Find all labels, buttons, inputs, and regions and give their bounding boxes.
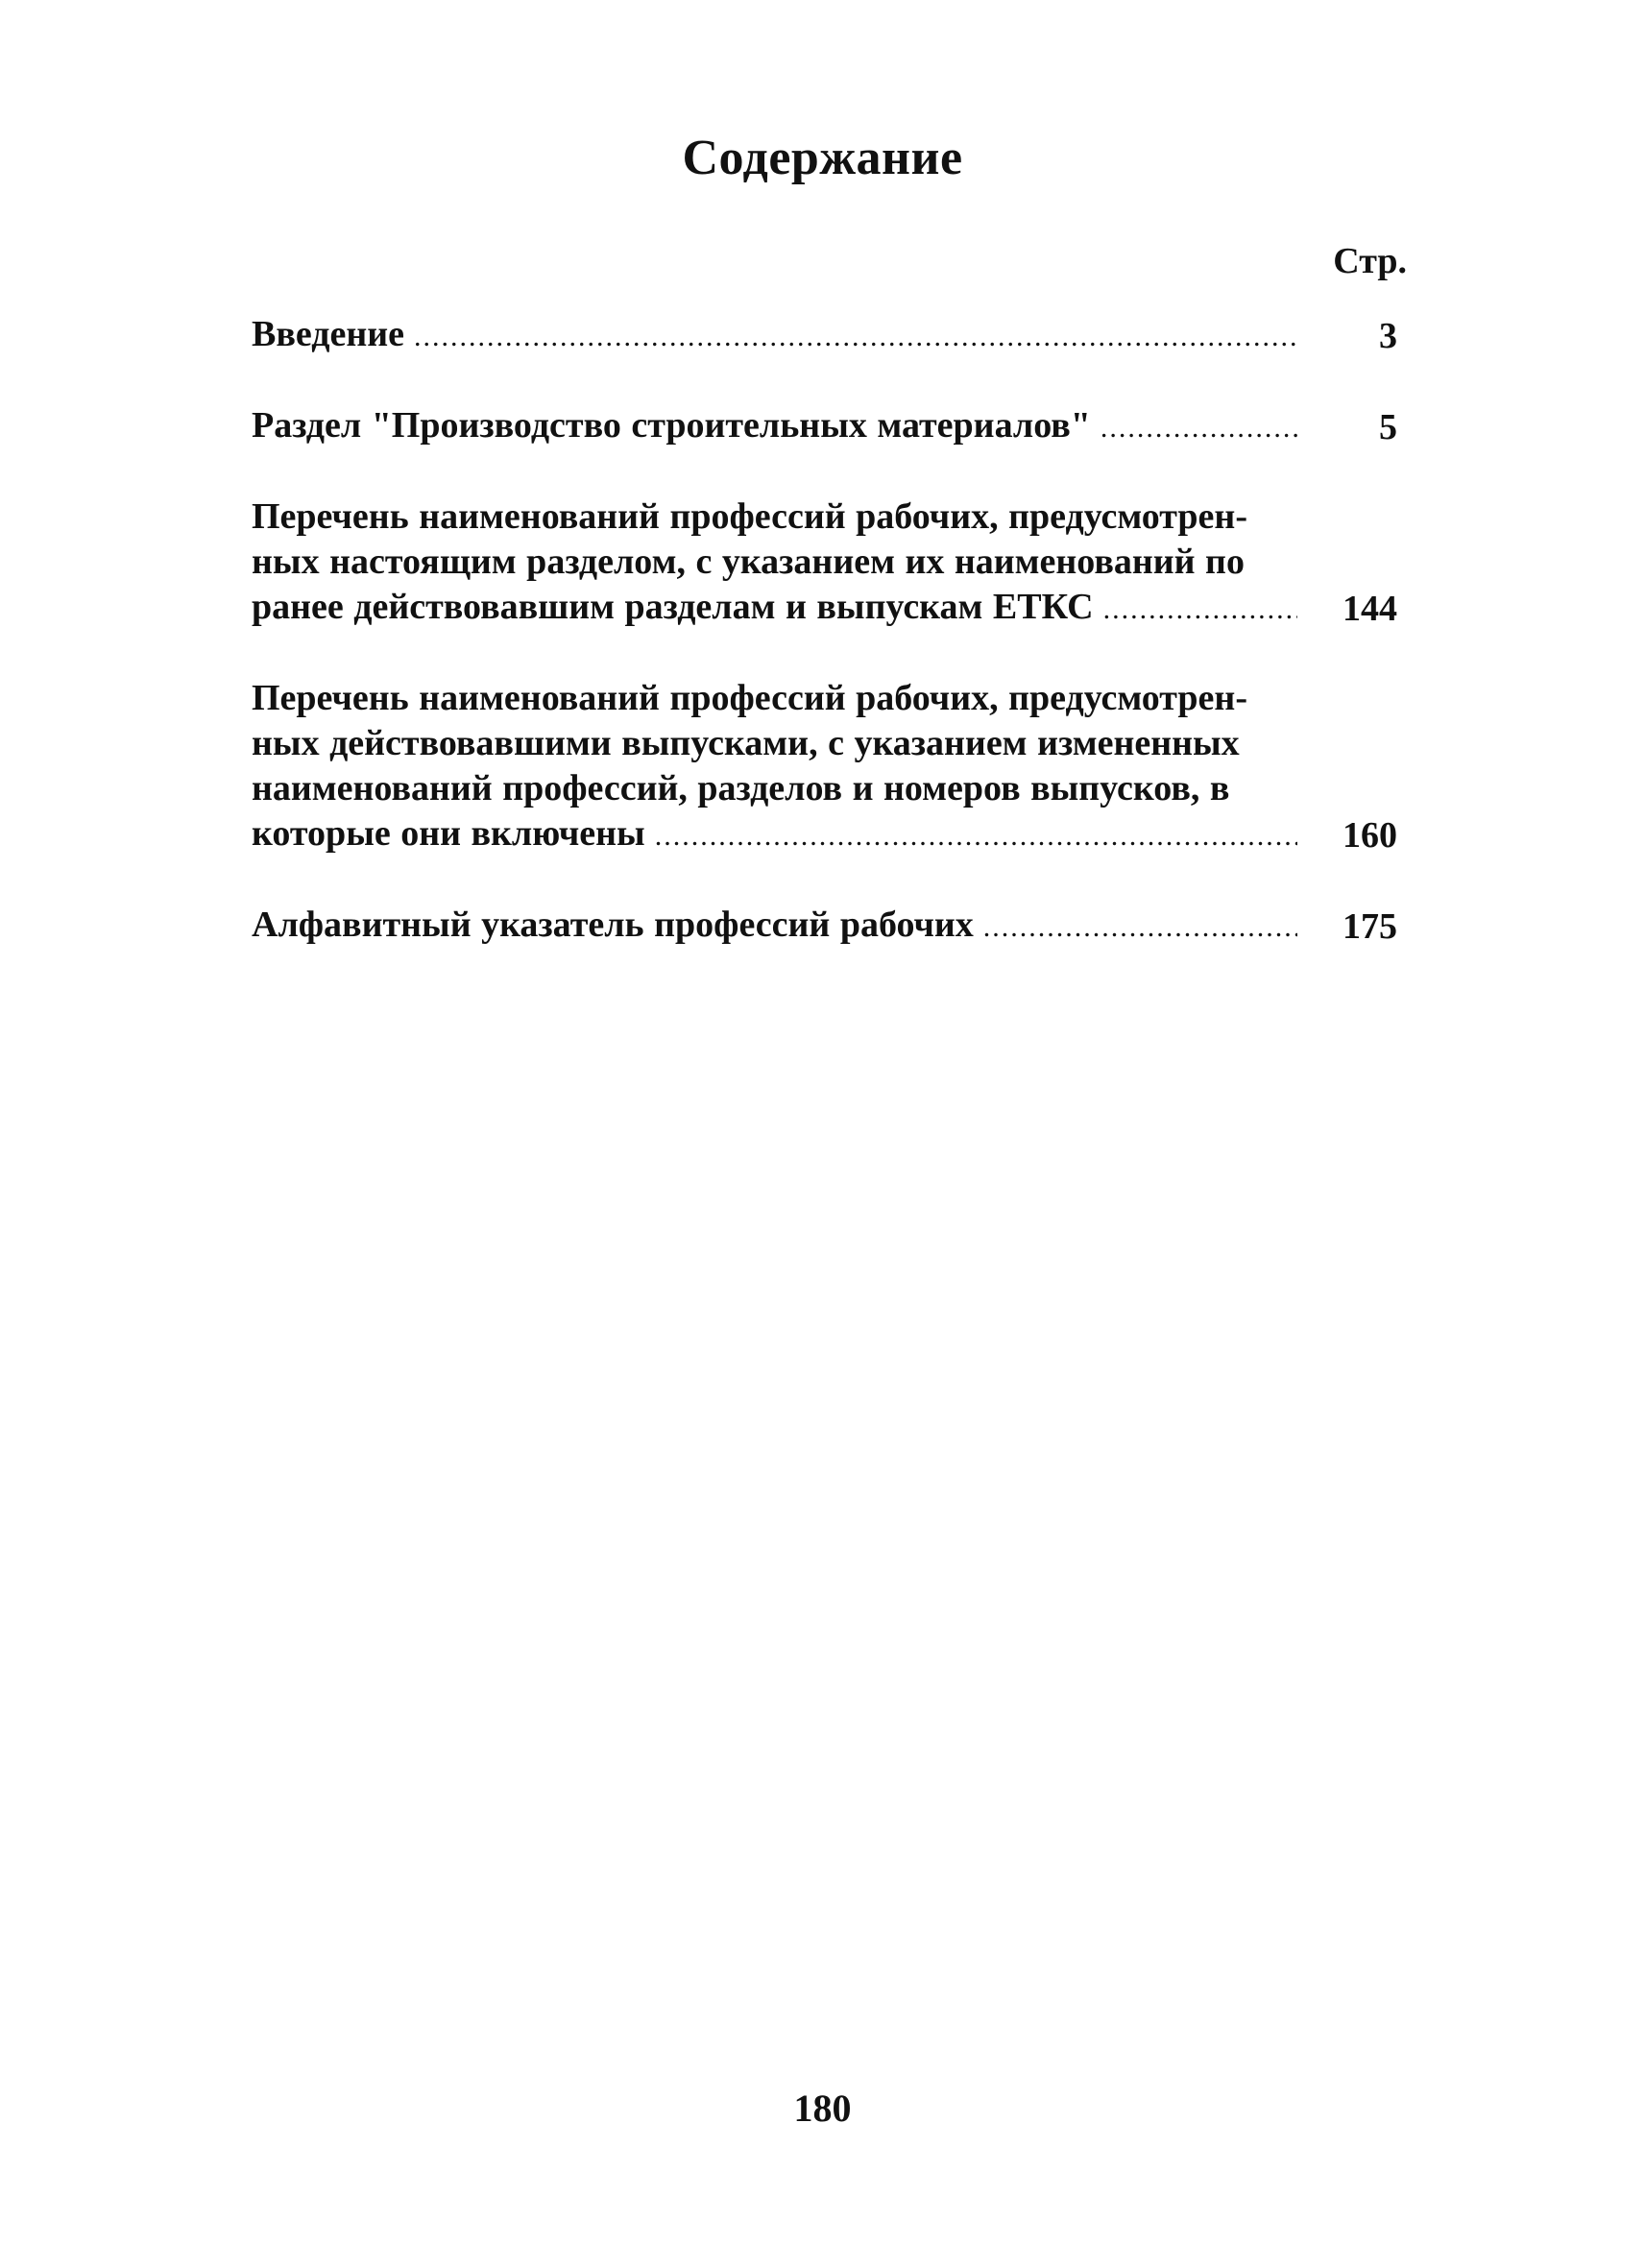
toc-entry-line: наименований профессий, разделов и номеров выпусков, в [252,768,1230,808]
page-number: 180 [793,2087,852,2130]
toc-entry-line: которые они включены [252,813,645,854]
toc-entry-line: ранее действовавшим разделам и выпускам ЕТКС [252,587,1094,627]
dot-leader [655,813,1297,858]
toc-entry-line: Введение [252,314,404,354]
toc-entry-line: ных действовавшими выпусками, с указанием измененных [252,723,1240,763]
table-of-contents [252,312,1397,994]
page-title: Содержание [682,131,963,185]
toc-entry-line: Алфавитный указатель профессий рабочих [252,905,974,945]
toc-entry-page: 3 [1379,316,1397,356]
toc-entry-title [252,903,1301,950]
toc-entry-section[interactable] [252,403,1397,450]
toc-entry-professions-list-current[interactable] [252,495,1397,632]
toc-entry-alphabetical-index[interactable] [252,903,1397,950]
toc-entry-page: 5 [1379,407,1397,447]
toc-entry-page: 175 [1343,906,1397,947]
toc-entry-professions-list-previous[interactable] [252,676,1397,858]
toc-entry-line: Перечень наименований профессий рабочих, предусмотрен- [252,496,1247,537]
dot-leader [983,905,1297,950]
toc-entry-introduction[interactable] [252,312,1397,359]
toc-entry-title [252,676,1301,858]
toc-entry-page: 160 [1343,815,1397,856]
toc-entry-title [252,495,1301,632]
dot-leader [414,314,1297,359]
dot-leader [1101,405,1297,450]
toc-entry-title [252,312,1301,359]
dot-leader [1103,587,1297,632]
toc-entry-title [252,403,1301,450]
toc-entry-page: 144 [1343,589,1397,629]
toc-entry-line: ных настоящим разделом, с указанием их наименований по [252,542,1245,582]
toc-entry-last-line [252,585,1301,632]
toc-entry-line: Раздел "Производство строительных материалов" [252,405,1091,446]
page-column-header: Стр. [1333,241,1407,281]
toc-entry-line: Перечень наименований профессий рабочих, предусмотрен- [252,678,1247,718]
toc-entry-last-line [252,811,1301,858]
